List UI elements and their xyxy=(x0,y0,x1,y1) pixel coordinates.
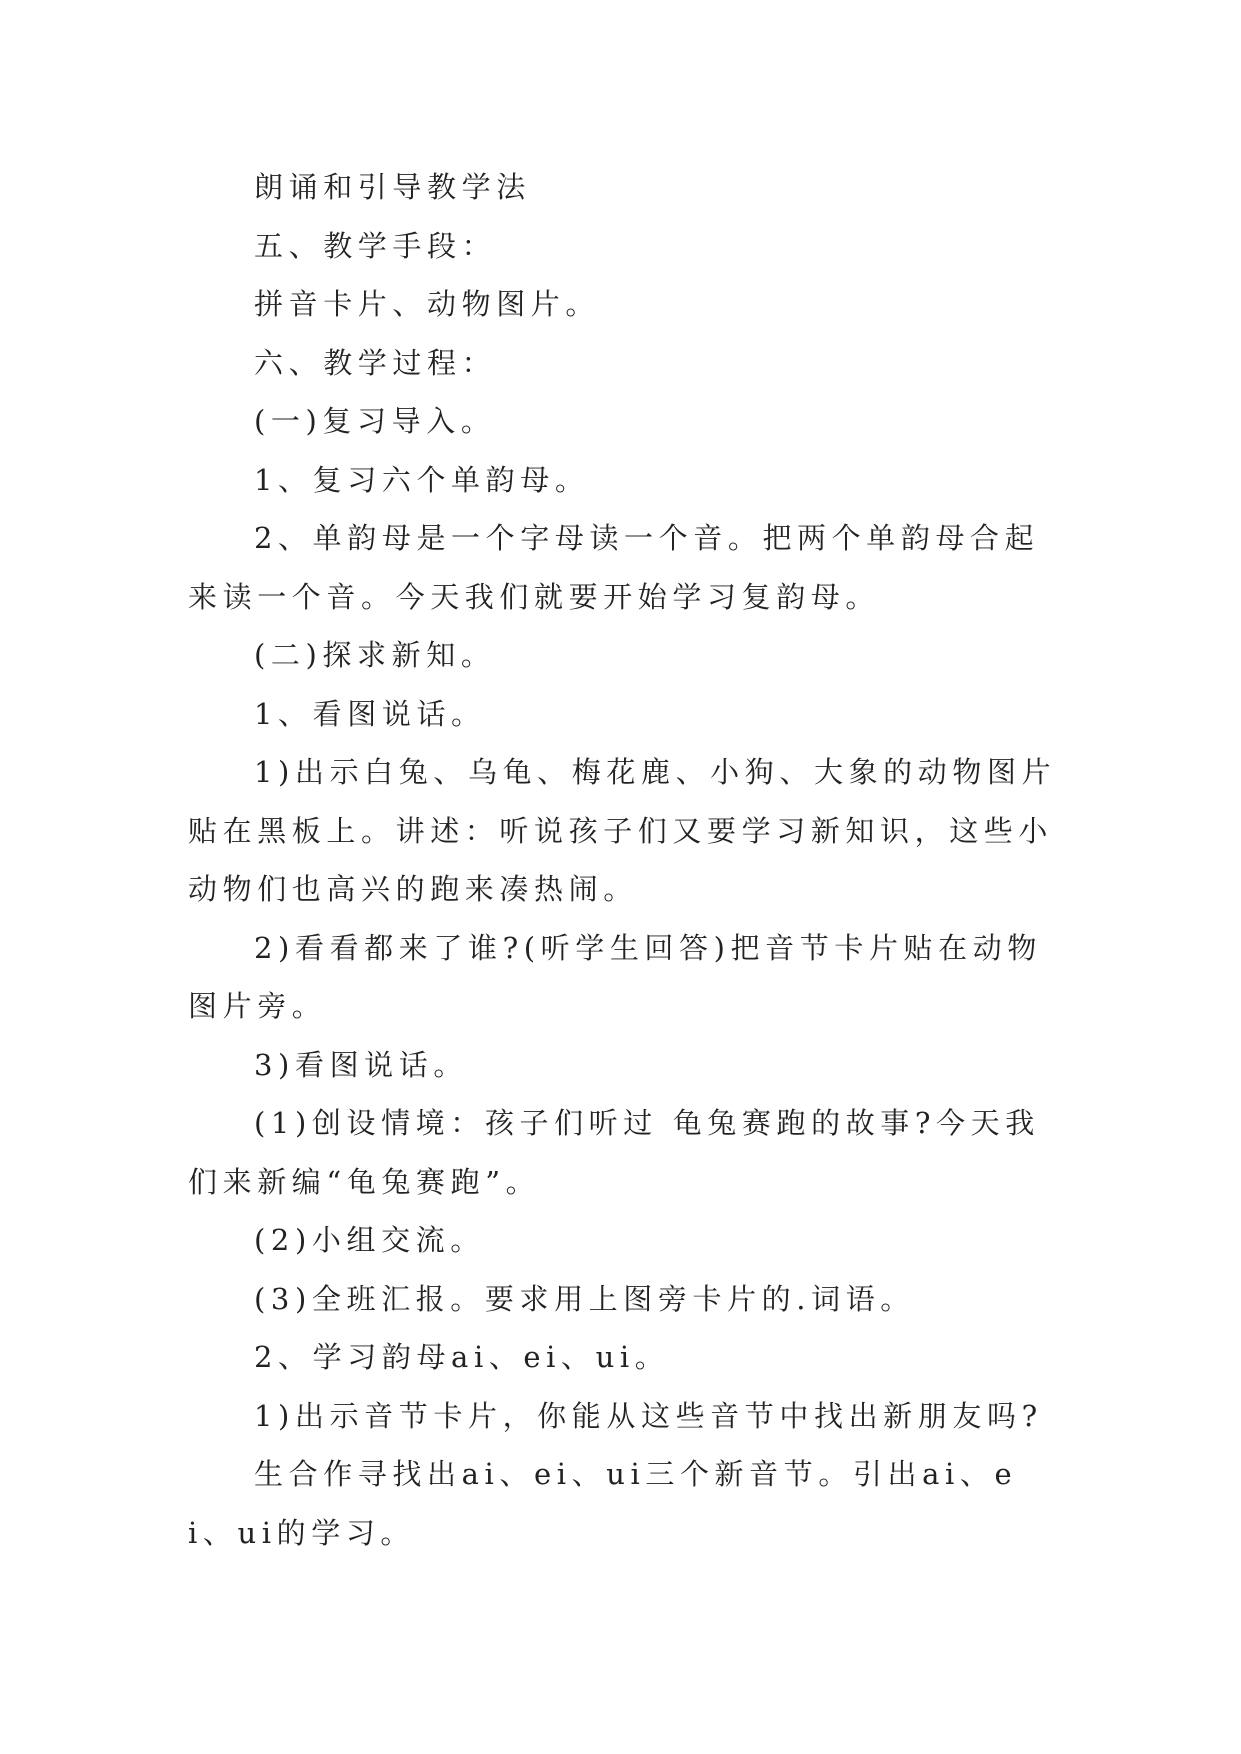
paragraph: 生合作寻找出ai、ei、ui三个新音节。引出ai、ei、ui的学习。 xyxy=(188,1457,1018,1550)
paragraph: 2、单韵母是一个字母读一个音。把两个单韵母合起来读一个音。今天我们就要开始学习复韵母。 xyxy=(188,521,1040,614)
paragraph: 朗诵和引导教学法 xyxy=(254,170,531,204)
paragraph: (3)全班汇报。要求用上图旁卡片的.词语。 xyxy=(254,1281,915,1316)
paragraph: 拼音卡片、动物图片。 xyxy=(254,287,601,321)
subsection-heading: (二)探求新知。 xyxy=(254,638,496,672)
document-body xyxy=(188,158,1060,1562)
section-heading: 五、教学手段： xyxy=(254,228,497,263)
paragraph: 1、看图说话。 xyxy=(254,696,486,731)
paragraph: 2、学习韵母ai、ei、ui。 xyxy=(254,1340,670,1374)
paragraph: (2)小组交流。 xyxy=(254,1223,485,1257)
paragraph: 1)出示白兔、乌龟、梅花鹿、小狗、大象的动物图片贴在黑板上。讲述：听说孩子们又要学习新知识，这些小动物们也高兴的跑来凑热闹。 xyxy=(188,755,1057,906)
paragraph: 3)看图说话。 xyxy=(254,1047,468,1082)
paragraph: (1)创设情境：孩子们听过 龟兔赛跑的故事?今天我们来新编“龟兔赛跑”。 xyxy=(188,1106,1040,1199)
paragraph: 1、复习六个单韵母。 xyxy=(254,462,590,497)
paragraph: 2)看看都来了谁?(听学生回答)把音节卡片贴在动物图片旁。 xyxy=(188,930,1042,1023)
section-heading: 六、教学过程： xyxy=(254,345,497,380)
subsection-heading: (一)复习导入。 xyxy=(254,404,496,438)
paragraph: 1)出示音节卡片，你能从这些音节中找出新朋友吗? xyxy=(254,1398,1043,1433)
